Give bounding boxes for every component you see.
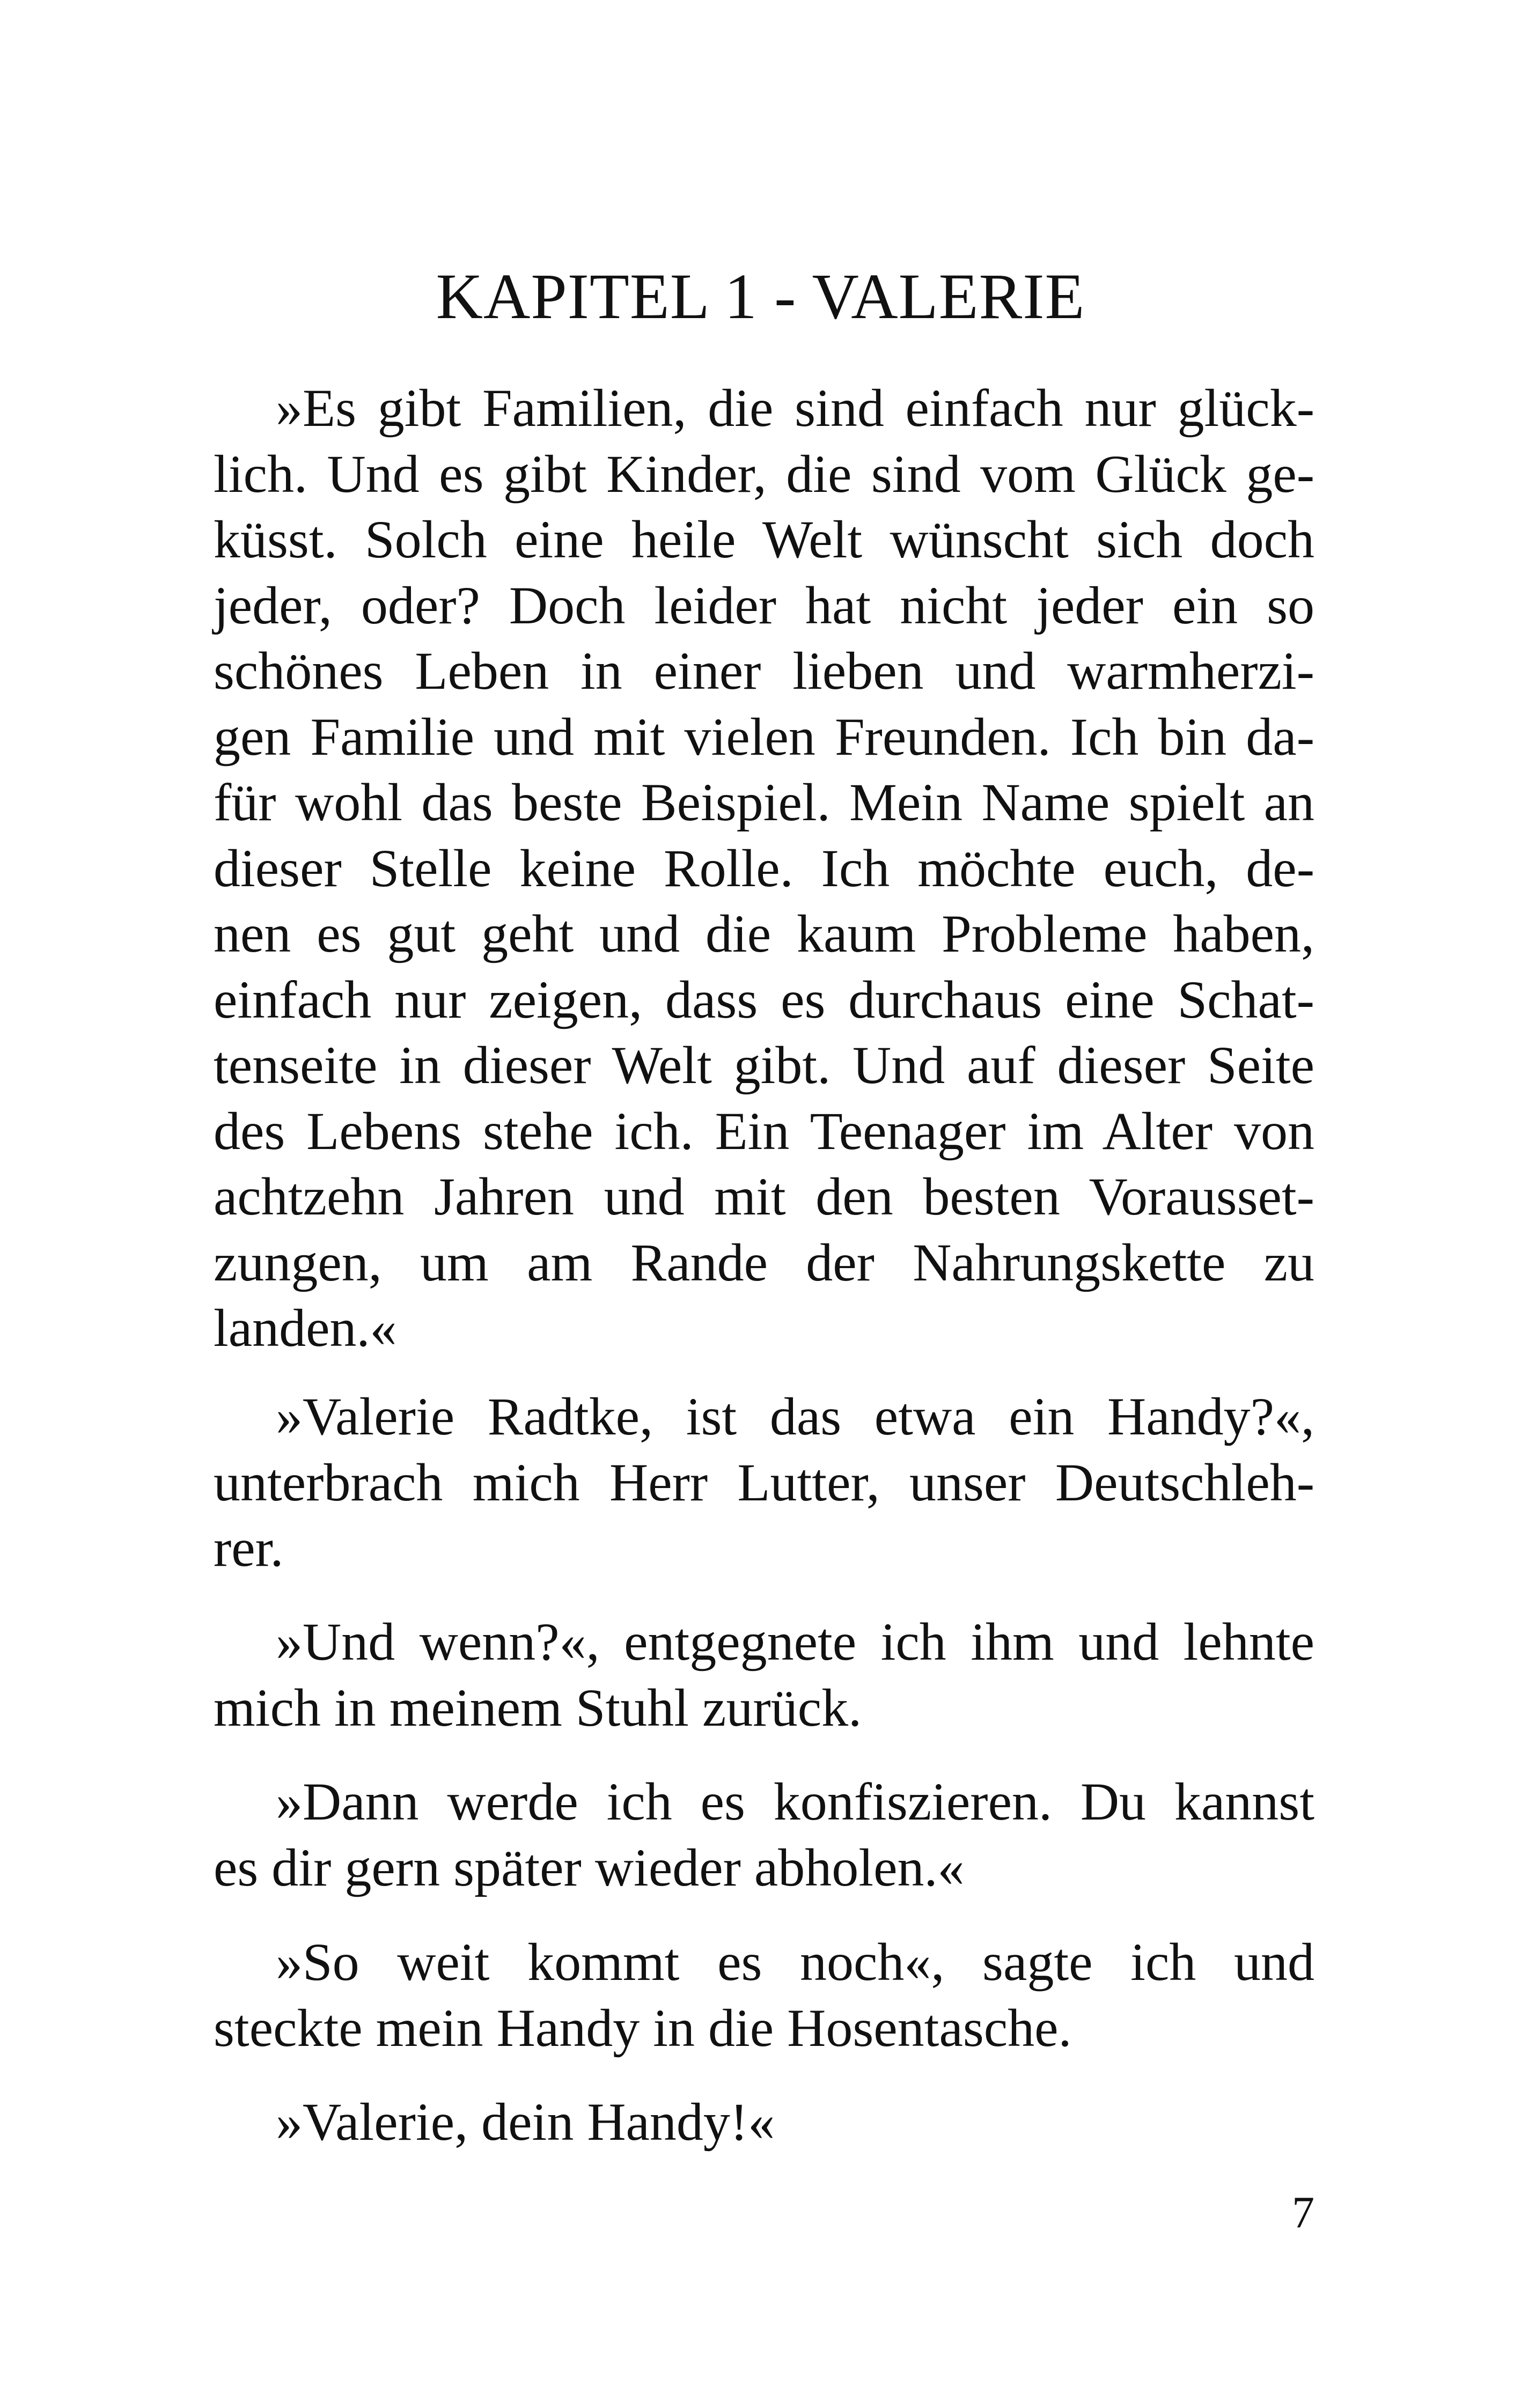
text-line: tenseite in dieser Welt gibt. Und auf dieser Seite [214,1035,1314,1095]
text-line: für wohl das beste Beispiel. Mein Name spielt an [214,772,1314,832]
chapter-title: KAPITEL 1 - VALERIE [436,261,1085,333]
text-line: achtzehn Jahren und mit den besten Vorausset- [214,1167,1314,1226]
text-line: unterbrach mich Herr Lutter, unser Deutschleh- [214,1452,1314,1512]
paragraph-5 [214,1930,1314,2061]
text-line: küsst. Solch eine heile Welt wünscht sich doch [214,510,1314,569]
text-line: steckte mein Handy in die Hosentasche. [214,1998,1072,2058]
text-line: »Dann werde ich es konfiszieren. Du kannst [276,1772,1314,1831]
text-line: »Valerie, dein Handy!« [276,2092,775,2152]
paragraph-1 [214,375,1314,1361]
paragraph-3 [214,1609,1314,1741]
page-number: 7 [1292,2188,1314,2237]
text-line: rer. [214,1518,284,1578]
text-line: »Valerie Radtke, ist das etwa ein Handy?«, [276,1387,1314,1446]
text-line: einfach nur zeigen, dass es durchaus eine Schat- [214,969,1314,1029]
text-line: des Lebens stehe ich. Ein Teenager im Alter von [214,1101,1314,1161]
text-line: es dir gern später wieder abholen.« [214,1837,965,1897]
text-line: landen.« [214,1298,397,1358]
text-line: zungen, um am Rande der Nahrungskette zu [214,1232,1314,1292]
text-line: nen es gut geht und die kaum Probleme haben, [214,904,1314,963]
text-line: »Und wenn?«, entgegnete ich ihm und lehnte [276,1612,1314,1671]
text-line: »Es gibt Familien, die sind einfach nur glück- [276,378,1314,438]
text-line: »So weit kommt es noch«, sagte ich und [276,1932,1314,1992]
paragraph-4 [214,1769,1314,1901]
text-line: jeder, oder? Doch leider hat nicht jeder ein so [214,575,1314,635]
paragraph-2 [214,1384,1314,1581]
text-line: schönes Leben in einer lieben und warmherzi- [214,641,1314,701]
text-line: lich. Und es gibt Kinder, die sind vom Glück ge- [214,444,1314,504]
text-line: gen Familie und mit vielen Freunden. Ich bin da- [214,706,1314,767]
text-line: dieser Stelle keine Rolle. Ich möchte euch, de- [214,838,1314,898]
text-line: mich in meinem Stuhl zurück. [214,1677,862,1737]
paragraph-6 [214,2089,1314,2155]
